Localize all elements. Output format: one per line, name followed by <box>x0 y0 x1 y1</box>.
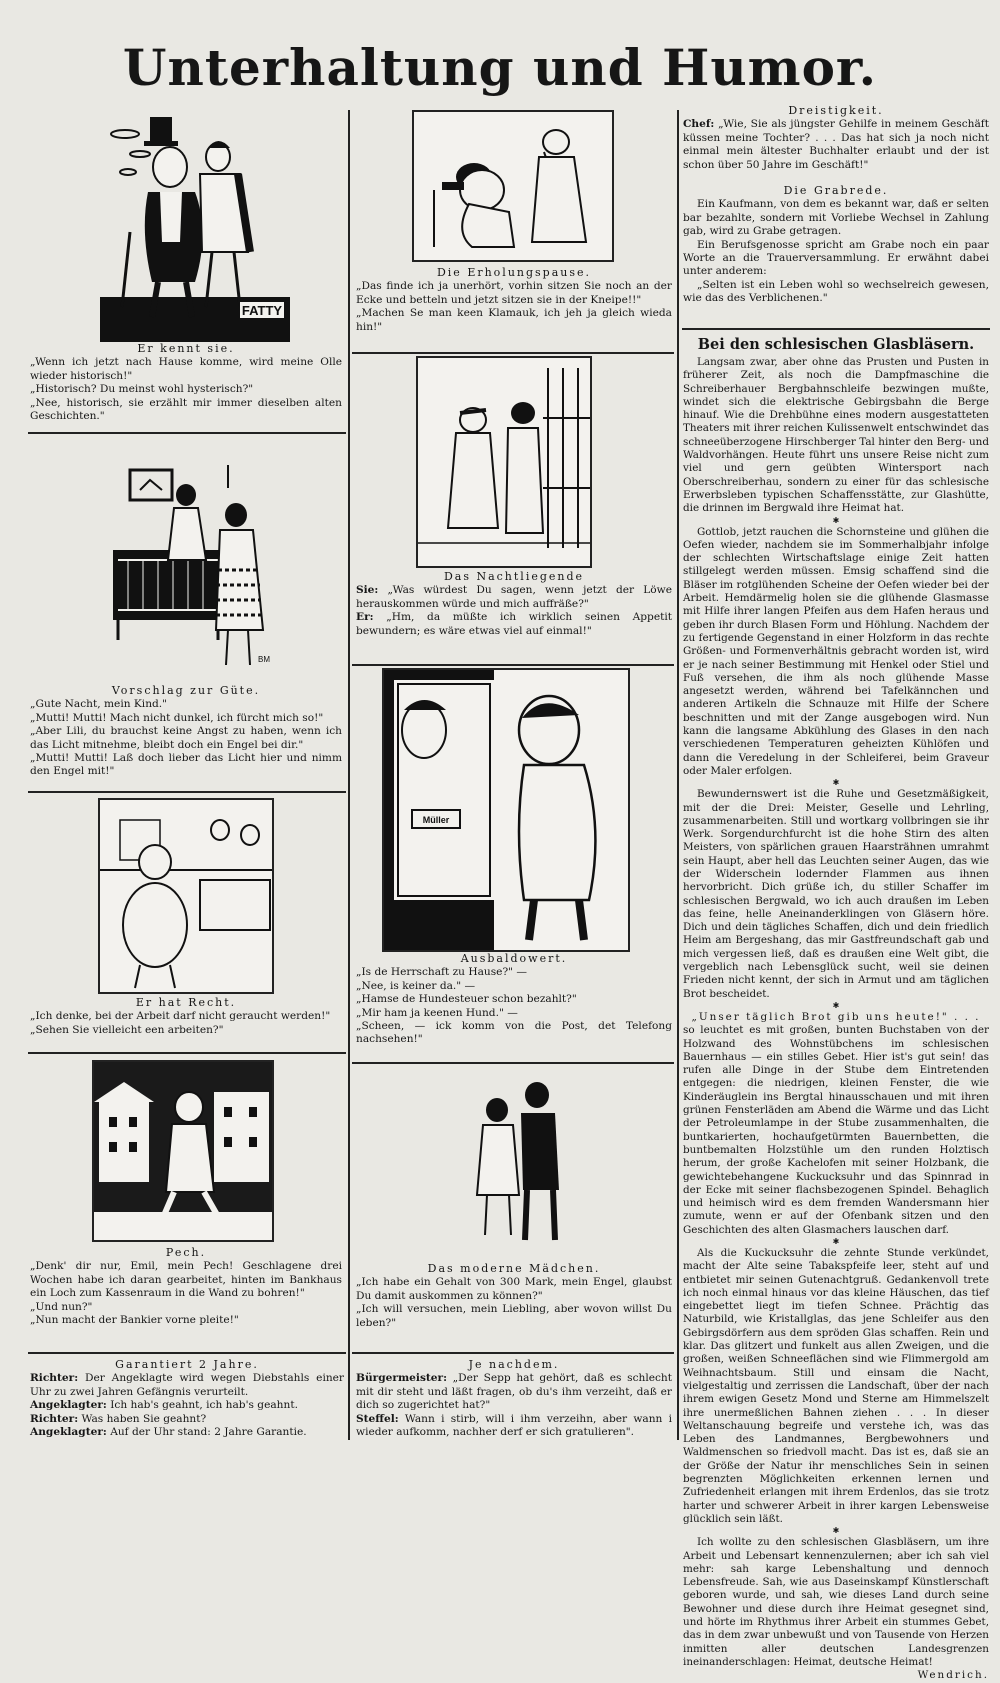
cartoon-pub-drawing <box>414 112 612 260</box>
caption-line: „Historisch? Du meinst wohl hysterisch?" <box>30 383 254 396</box>
caption-line: „Scheen, — ick komm von die Post, det Telefong nachsehen!" <box>356 1020 672 1046</box>
caption-title: Die Erholungspause. <box>436 266 592 279</box>
artist-signature: FATTY <box>241 303 283 318</box>
rule <box>28 791 346 793</box>
caption-title: Ausbaldowert. <box>460 952 568 965</box>
joke-line: Richter: Was haben Sie geahnt? <box>30 1412 207 1425</box>
separator-star: ✱ <box>832 515 840 525</box>
cartoon-door-drawing <box>384 670 628 950</box>
separator-star: ✱ <box>832 1526 840 1536</box>
rule <box>352 664 674 666</box>
door-nameplate: Müller <box>422 815 450 825</box>
rule <box>28 432 346 434</box>
column-rule-left <box>348 110 350 1440</box>
article-paragraph: Ich wollte zu den schlesischen Glasbläsern, um ihre Arbeit und Lebensart kennenzulernen; aber ich sah viel mehr: sah karge Lebenshaltung und dennoch Lebensfreude. Sah, wie aus Daseinskampf Künstlerschaft geboren wurde, und sah, wie dieses Land durch seine Bewohner und diese durch ihre Heimat gesegnet sind, und hörte im Rhythmus ihrer Arbeit ein stummes Gebet, das in dem zwar unbewußt und von Tausende von Herzen inmitten aller deutschen Landesgrenzen ineinanderschlagen: Heimat, deutsche Heimat! <box>683 1536 989 1668</box>
caption-erholungspause <box>356 266 672 334</box>
joke-title: Dreistigkeit. <box>788 104 884 117</box>
rule <box>352 1062 674 1064</box>
caption-ausbaldowert <box>356 952 672 1047</box>
joke-title: Garantiert 2 Jahre. <box>115 1358 259 1371</box>
cartoon-office-drawing <box>100 800 272 992</box>
caption-line: „Nun macht der Bankier vorne pleite!" <box>30 1314 239 1327</box>
caption-title: Er hat Recht. <box>135 996 237 1009</box>
cartoon-nursery-drawing <box>108 460 278 680</box>
joke-line: Richter: Der Angeklagte wird wegen Diebstahls einer Uhr zu zwei Jahren Gefängnis verurteilt. <box>30 1372 344 1398</box>
joke-line: Angeklagter: Auf der Uhr stand: 2 Jahre Garantie. <box>30 1426 307 1439</box>
cartoon-moderne-maedchen <box>455 1075 585 1255</box>
cartoon-fatty <box>100 112 290 342</box>
joke-title: Die Grabrede. <box>783 184 889 197</box>
caption-line: „Nee, is keiner da." — <box>356 979 476 992</box>
joke-paragraph: „Selten ist ein Leben wohl so wechselreich gewesen, wie das des Verblichenen." <box>683 278 989 305</box>
caption-line: „Is de Herrschaft zu Hause?" — <box>356 966 527 979</box>
cartoon-erholungspause <box>412 110 614 262</box>
cartoon-zoo-drawing <box>418 358 590 566</box>
caption-line: „Mutti! Mutti! Mach nicht dunkel, ich fürcht mich so!" <box>30 711 324 724</box>
caption-title: Vorschlag zur Güte. <box>111 684 261 697</box>
rule <box>682 328 990 330</box>
joke-paragraph: Ein Berufsgenosse spricht am Grabe noch ein paar Worte an die Trauerversammlung. Er erwähnt dabei unter anderem: <box>683 238 989 278</box>
caption-line: „Ich habe ein Gehalt von 300 Mark, mein Engel, glaubst Du damit auskommen zu können?" <box>356 1276 672 1302</box>
article-glasblaeser <box>683 336 989 1683</box>
article-quote: „Unser täglich Brot gib uns heute!" . . . <box>691 1010 981 1023</box>
caption-line: „Ich denke, bei der Arbeit darf nicht geraucht werden!" <box>30 1010 331 1023</box>
joke-line: Bürgermeister: „Der Sepp hat gehört, daß es schlecht mit dir steht und läßt fragen, ob du's ihm verzeiht, daß er dich so zugerichtet hat?" <box>356 1372 672 1412</box>
article-paragraph: so leuchtet es mit großen, bunten Buchstaben von der Holzwand des Wohnstübchens im schlesischen Bauernhaus — ein stilles Gebet. Hier ist's gut sein! das rufen alle Dinge in der Stube dem Eintretenden entgegen: die niedrigen, kleinen Fenster, die wie Kinderäuglein ins Bergtal hinausschauen und mit ihren grünen Fensterläden am Abend die Wärme und das Licht der Petroleumlampe in der Stube zusammenhalten, die buntkarierten, hochaufgetürmten Bauernbetten, die buntbemalten Holzstühle um den runden Holztisch herum, der große Kachelofen mit seiner Holzbank, die gewichtebehangene Kuckucksuhr und das Spinnrad in der Ecke mit seiner flachsbezogenen Spindel. Behaglich und heimisch wird es dem fremden Wandersmann hier zumute, wenn er auf der Ofenbank sitzen und den Geschichten des alten Glasmachers lauschen darf. <box>683 1024 989 1236</box>
joke-paragraph: Ein Kaufmann, von dem es bekannt war, daß er selten bar bezahlte, sondern mit Vorliebe Wechsel in Zahlung gab, wird zu Grabe getragen. <box>683 198 989 238</box>
cartoon-nachtliegende <box>416 356 592 568</box>
caption-er-kennt-sie <box>30 342 342 423</box>
caption-title: Das moderne Mädchen. <box>427 1262 601 1275</box>
joke-line: Steffel: Wann i stirb, will i ihm verzeihn, aber wann i wieder aufkomm, nachher derf er sich gratulieren". <box>356 1412 672 1439</box>
article-paragraph: Bewundernswert ist die Ruhe und Gesetzmäßigkeit, mit der die Drei: Meister, Geselle und Lehrling, zusammenarbeiten. Still und wortkarg vollbringen sie ihr Werk. Sorgendurchfurcht ist die hohe Stirn des alten Meisters, von spärlichen grauen Haarsträhnen umrahmt sein Haupt, aber hell das Leuchten seiner Augen, das wie der Widerschein lodernder Flammen aus ihnen hervorbricht. Dich grüße ich, du stiller Schaffer im schlesischen Bergwald, wo ich auch draußen im Leben das feine, helle Aneinanderklingen von Gläsern höre. Dich und dein tägliches Schaffen, dich und dein friedlich Heim am Bergeshang, das mir Gastfreundschaft gab und mich vergessen ließ, daß es draußen eine Welt gibt, die vergeblich nach Lebensglück sucht, weil sie deinen Frieden nicht kennt, der sich in Armut und am täglichen Brot bescheidet. <box>683 788 989 1000</box>
caption-pech <box>30 1246 342 1327</box>
article-title: Bei den schlesischen Glasbläsern. <box>697 336 975 353</box>
artist-signature: BM <box>258 655 270 664</box>
cartoon-rauchen <box>98 798 274 994</box>
joke-line: Chef: „Wie, Sie als jüngster Gehilfe in meinem Geschäft küssen meine Tochter? . . . Das hat sich ja noch nicht einmal mein ältester Buchhalter erlaubt und der ist schon über 50 Jahre im Geschäft!" <box>683 118 989 171</box>
caption-line: „Ich will versuchen, mein Liebling, aber wovon willst Du leben?" <box>356 1303 672 1329</box>
caption-line: „Wenn ich jetzt nach Hause komme, wird meine Olle wieder historisch!" <box>30 356 342 382</box>
page-masthead: Unterhaltung und Humor. <box>122 38 878 97</box>
cartoon-ausbaldowert <box>382 668 630 952</box>
separator-star: ✱ <box>832 1237 840 1246</box>
joke-dreistigkeit <box>683 104 989 172</box>
caption-line: „Machen Se man keen Klamauk, ich jeh ja gleich wieda hin!" <box>356 307 672 333</box>
caption-title: Er kennt sie. <box>137 342 235 355</box>
joke-line: Angeklagter: Ich hab's geahnt, ich hab's geahnt. <box>30 1399 298 1412</box>
joke-je-nachdem <box>356 1358 672 1439</box>
column-rule-right <box>677 110 679 1440</box>
caption-title: Pech. <box>165 1246 207 1259</box>
caption-line: „Denk' dir nur, Emil, mein Pech! Geschlagene drei Wochen habe ich daran gearbeitet, hinten im Bankhaus ein Loch zum Kassenraum in die Wand zu bohren!" <box>30 1260 342 1300</box>
caption-moderne-maedchen <box>356 1262 672 1330</box>
separator-star: ✱ <box>832 1000 840 1010</box>
cartoon-mother-child <box>108 460 278 680</box>
caption-line: Sie: „Was würdest Du sagen, wenn jetzt der Löwe herauskommen würde und mich auffräße?" <box>356 584 672 610</box>
caption-line: „Mutti! Mutti! Laß doch lieber das Licht hier und nimm den Engel mit!" <box>30 752 342 778</box>
caption-line: „Aber Lili, du brauchst keine Angst zu haben, wenn ich das Licht mitnehme, bleibt doch ein Engel bei dir." <box>30 725 342 751</box>
cartoon-pech <box>92 1060 274 1242</box>
caption-line: „Hamse de Hundesteuer schon bezahlt?" <box>356 993 577 1006</box>
caption-line: „Nee, historisch, sie erzählt mir immer dieselben alten Geschichten." <box>30 396 342 423</box>
rule <box>352 1352 674 1354</box>
rule <box>28 1352 346 1354</box>
caption-line: „Das finde ich ja unerhört, vorhin sitzen Sie noch an der Ecke und betteln und jetzt sitzen sie in der Kneipe!!" <box>356 280 672 306</box>
cartoon-street-drawing <box>94 1062 272 1240</box>
caption-er-hat-recht <box>30 996 342 1037</box>
caption-line: „Und nun?" <box>30 1300 93 1313</box>
joke-grabrede <box>683 184 989 306</box>
caption-nachtliegende <box>356 570 672 638</box>
rule <box>352 352 674 354</box>
caption-line: Er: „Hm, da müßte ich wirklich seinen Appetit bewundern; es wäre etwas viel auf einmal!" <box>356 611 672 637</box>
caption-line: „Gute Nacht, mein Kind." <box>30 698 168 711</box>
caption-vorschlag <box>30 684 342 779</box>
joke-title: Je nachdem. <box>468 1358 560 1371</box>
article-paragraph: Als die Kuckucksuhr die zehnte Stunde verkündet, macht der Alte seine Tabakspfeife leer, steht auf und entbietet mir seinen Gutenachtgruß. Gedankenvoll trete ich noch einmal hinaus vor das kleine Häuschen, das tief eingebettet liegt im tiefen Schnee. Prächtig das Naturbild, wie Kristallglas, das jene Schleifer aus den Gebirgsdörfern aus dem spröden Glas schaffen. Rein und klar. Das glitzert und funkelt aus allen Zweigen, und die großen, weißen Schneeflächen sind wie Flimmergold am Weihnachtsbaum. Still und einsam die Nacht, vielgestaltig und zerrissen die Landschaft, über der nach ihrem ewigen Gesetz Mond und Sterne am Himmelszelt ihre unermeßlichen Bahnen ziehen . . . In dieser Weltanschauung begreife und verstehe ich, was das Leben des Landmannes, Bergbewohners und Waldmenschen so friedvoll macht. Das ist es, daß sie an der Größe der Natur ihr menschliches Sein in seinen begrenzten Möglichkeiten erkennen lernen und Zufriedenheit erlangen mit ihrem Erdenlos, das sie trotz harter und schwerer Arbeit in ihrer kargen Lebensweise glücklich sein läßt. <box>683 1247 989 1525</box>
joke-garantiert <box>30 1358 344 1439</box>
separator-star: ✱ <box>832 778 840 788</box>
caption-line: „Mir ham ja keenen Hund." — <box>356 1006 518 1019</box>
caption-title: Das Nachtliegende <box>443 570 585 583</box>
cartoon-couple2-drawing <box>455 1075 585 1255</box>
rule <box>28 1052 346 1054</box>
caption-line: „Sehen Sie vielleicht een arbeiten?" <box>30 1023 224 1036</box>
article-paragraph: Langsam zwar, aber ohne das Prusten und Pusten in früherer Zeit, als noch die Dampfmaschine die Schreiberhauer Bergbahnschleife bezwingen mußte, windet sich die elektrische Gebirgsbahn die Berge hinauf. Wie die Drehbühne eines modern ausgestatteten Theaters mit ihrer reichen Kulissenwelt entschwindet das schneeüberzogene Hirschberger Tal hinter den Berg- und Waldvorhängen. Heute führt uns unsere Reise nicht zum viel und gern geübten Wintersport nach Oberschreiberhau, sondern zu einer für das schlesische Erwerbsleben typischen Schaffensstätte, zur Glashütte, die drinnen im Bergwald ihre Heimat hat. <box>683 356 989 515</box>
article-signature: Wendrich. <box>917 1669 989 1682</box>
article-paragraph: Gottlob, jetzt rauchen die Schornsteine und glühen die Oefen wieder, nachdem sie im Sommerhalbjahr infolge der schlechten Wirtschaftslage einige Zeit hatten stillgelegt werden müssen. Emsig schaffend sind die Bläser im rotglühenden Scheine der Oefen wieder bei der Arbeit. Hemdärmelig holen sie die glühende Glasmasse mit Hilfe ihrer langen Pfeifen aus dem Hafen heraus und geben ihr durch Blasen Form und Höhlung. Nachdem der zu fertigende Gegenstand in einer Holzform in das rechte Größen- und Formenverhältnis gebracht worden ist, wird er je nach seiner Bestimmung mit Henkel oder Stiel und Fuß versehen, die ihm als noch glühende Masse angesetzt werden, während bei Tafelkännchen und anderen Artikeln die Schnauze mit Hilfe der Schere beschnitten und mit der Zange ausgebogen wird. Nun kann die langsame Abkühlung des Glases in den nach verschiedenen Temperaturen geheizten Kühlöfen und dann die Veredelung in der Schleiferei, beim Graveur oder Maler erfolgen. <box>683 525 989 777</box>
cartoon-couple-drawing <box>100 112 290 342</box>
